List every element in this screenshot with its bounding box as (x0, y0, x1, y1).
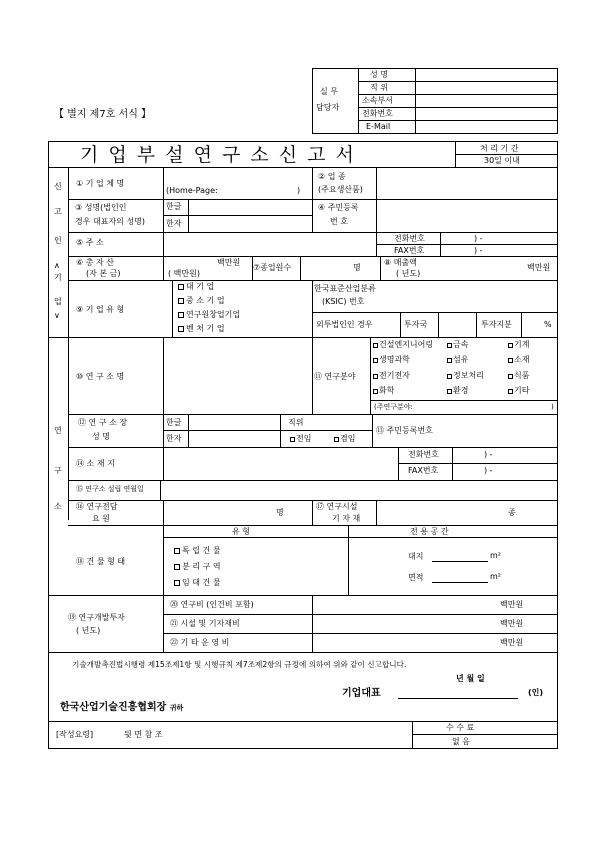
land-input-line[interactable] (432, 561, 488, 562)
building-type-label: ⑱ 건 물 형 태 (76, 557, 126, 566)
business-type-label: ② 업 종 (318, 172, 346, 181)
phone-label: 전화번호 (394, 234, 425, 243)
equipment-label-1: ⑰ 연구시설 (316, 502, 358, 511)
checkbox-icon (174, 580, 180, 586)
field-checkbox[interactable] (447, 356, 468, 364)
investment-other-unit: 백만원 (500, 638, 524, 647)
checkbox-icon (508, 374, 513, 379)
declaration-text: 기술개발촉진법시행령 제15조제1항 및 시행규칙 제7조제2항의 규정에 의하여 위와 같이 신고합니다. (72, 660, 407, 669)
head-position-label: 직위 (288, 418, 304, 427)
land-label: 대지 (408, 552, 424, 561)
capital-paren: ( 백만원) (168, 269, 200, 278)
equipment-label-2: 기 자 재 (332, 514, 361, 523)
field-checkbox[interactable] (447, 341, 468, 349)
type-large-checkbox[interactable] (178, 283, 214, 291)
capital-label-2: (자 본 금) (86, 269, 121, 278)
percent-label: % (544, 320, 552, 329)
rep-sign-label: 기업대표 (342, 688, 381, 699)
checkbox-icon (373, 343, 378, 348)
employees-label: ⑦종업원수 (253, 263, 292, 272)
building-space-header: 전 용 공 간 (410, 527, 449, 536)
field-checkbox[interactable] (508, 387, 529, 395)
building-option-label: 독 립 건 물 (182, 546, 221, 555)
head-hanja-label: 한자 (166, 434, 182, 443)
type-large-label: 대 기 업 (186, 282, 215, 291)
recipient-name: 한국산업기술진흥협회장 (60, 702, 167, 713)
checkbox-icon (373, 389, 378, 394)
part-time-checkbox[interactable] (334, 435, 355, 443)
lab-phone-value: ) - (484, 450, 493, 459)
investment-research-label: ⑳ 연구비 (인건비 포함) (170, 600, 254, 609)
side-char: 신 (54, 182, 62, 191)
lab-name-label: ⑩ 연 구 소 명 (76, 372, 125, 381)
side-char: 업 (54, 297, 62, 306)
lab-phone-label: 전화번호 (408, 450, 439, 459)
investment-ratio-label: 투자지분 (481, 320, 512, 329)
field-label: 전기전자 (379, 371, 410, 380)
fee-value: 없 음 (452, 737, 470, 746)
side-char: 고 (54, 207, 62, 216)
lab-head-label-1: ⑫ 연 구 소 장 (78, 418, 128, 427)
rep-korean-label: 한글 (166, 202, 182, 211)
form-title: 기 업 부 설 연 구 소 신 고 서 (80, 144, 356, 166)
building-option-label: 임 대 건 물 (182, 578, 221, 587)
field-checkbox[interactable] (447, 387, 468, 395)
checkbox-icon (178, 312, 184, 318)
main-field-note: (주연구분야: (374, 403, 413, 411)
researchers-unit: 명 (276, 508, 284, 517)
capital-label-1: ⑥ 총 자 산 (76, 258, 114, 267)
address-label: ⑤ 주 소 (76, 238, 104, 247)
investment-research-unit: 백만원 (500, 600, 524, 609)
field-label: 건설엔지니어링 (379, 340, 434, 349)
side-char: 인 (54, 236, 62, 245)
sales-label-2: ( 년도) (396, 269, 421, 278)
processing-period-label: 처 리 기 간 (480, 144, 519, 153)
see-back-label: 뒷 면 참 조 (124, 730, 163, 739)
capital-unit: 백만원 (217, 258, 241, 267)
checkbox-icon (508, 343, 513, 348)
staff-name-label: 성 명 (370, 70, 388, 79)
investment-facility-label: ㉑ 시설 및 기자재비 (170, 619, 240, 628)
researchers-label-1: ⑯ 연구전담 (76, 502, 118, 511)
fax-value: ) - (474, 246, 483, 255)
sales-unit: 백만원 (527, 263, 551, 272)
rep-label-2: 경우 대표자의 성명) (75, 217, 146, 226)
area-unit: m² (490, 572, 501, 581)
area-input-line[interactable] (432, 582, 488, 583)
processing-period-value: 30일 이내 (484, 156, 520, 165)
checkbox-icon (290, 437, 295, 442)
checkbox-icon (373, 374, 378, 379)
field-label: 기계 (514, 340, 530, 349)
full-time-checkbox[interactable] (290, 435, 311, 443)
full-time-label: 전임 (296, 434, 312, 443)
sales-label-1: ⑧ 매출액 (384, 258, 417, 267)
staff-phone-label: 전화번호 (362, 109, 393, 118)
lab-side-char: 소 (54, 502, 62, 511)
checkbox-icon (178, 298, 184, 304)
field-checkbox[interactable] (373, 341, 433, 349)
checkbox-icon (447, 374, 452, 379)
field-label: 소재 (514, 355, 530, 364)
seal-label: (인) (528, 688, 544, 697)
staff-position-label: 직 위 (370, 83, 388, 92)
staff-dept-label: 소속부서 (362, 96, 393, 105)
ksic-label-1: 한국표준산업분류 (314, 284, 376, 293)
ksic-label-2: (KSIC) 번호 (322, 297, 365, 306)
field-label: 환경 (453, 386, 469, 395)
checkbox-icon (447, 389, 452, 394)
field-checkbox[interactable] (508, 372, 529, 380)
field-checkbox[interactable] (373, 387, 394, 395)
staff-email-label: E-Mail (366, 122, 391, 131)
checkbox-icon (334, 437, 339, 442)
investor-country-label: 투자국 (404, 320, 428, 329)
recipient (60, 703, 183, 713)
type-venture-checkbox[interactable] (178, 325, 225, 333)
checkbox-icon (174, 548, 180, 554)
date-line: 년 월 일 (456, 674, 485, 683)
lab-side-char: 구 (54, 466, 62, 475)
research-field-label: ⑪ 연구분야 (314, 372, 356, 381)
field-checkbox[interactable] (508, 356, 529, 364)
field-checkbox[interactable] (373, 356, 410, 364)
part-time-label: 겸임 (340, 434, 356, 443)
building-option-label: 분 리 구 역 (182, 562, 221, 571)
staff-label-2: 담당자 (316, 103, 340, 112)
side-char: 기 (54, 273, 62, 282)
location-label: ⑭ 소 재 지 (76, 459, 115, 468)
head-korean-label: 한글 (166, 418, 182, 427)
lab-fax-value: ) - (484, 466, 493, 475)
rrn-label-1: ④ 주민등록 (318, 203, 359, 212)
writing-guide-label: [작성요령] (56, 730, 94, 739)
checkbox-icon (178, 284, 184, 290)
field-label: 정보처리 (453, 371, 484, 380)
checkbox-icon (174, 564, 180, 570)
field-checkbox[interactable] (373, 372, 410, 380)
researchers-label-2: 요 원 (92, 514, 110, 523)
land-unit: m² (490, 551, 501, 560)
field-label: 기타 (514, 386, 530, 395)
leased-building-checkbox[interactable] (174, 579, 221, 587)
investment-label-2: ( 년도) (76, 626, 101, 635)
checkbox-icon (508, 358, 513, 363)
type-sme-checkbox[interactable] (178, 297, 225, 305)
field-label: 금속 (453, 340, 469, 349)
homepage-label: (Home-Page: (166, 186, 218, 195)
business-type-sub: (주요생산품) (318, 185, 363, 194)
separate-area-checkbox[interactable] (174, 563, 221, 571)
type-sme-label: 중 소 기 업 (186, 296, 225, 305)
side-char: ∧ (54, 261, 60, 270)
rrn-label-2: 번 호 (330, 217, 348, 226)
head-rrn-label: ⑬ 주민등록번호 (376, 426, 433, 435)
attachment-label: 【 별지 제7호 서식 】 (54, 109, 152, 120)
investment-label-1: ⑲ 연구개발투자 (68, 613, 125, 622)
foreign-label: 외투법인인 경우 (316, 320, 373, 329)
founding-date-label: ⑮ 연구소 설립 연월일 (76, 485, 144, 493)
building-type-header: 유 형 (232, 527, 250, 536)
staff-box (312, 68, 558, 134)
fax-label: FAX번호 (394, 246, 425, 255)
rep-sign-line[interactable] (398, 698, 518, 699)
homepage-close: ) (297, 186, 301, 195)
company-name-label: ① 기 업 체 명 (76, 179, 125, 188)
type-startup-label: 연구원창업기업 (186, 310, 241, 319)
lab-side-char: 연 (54, 426, 62, 435)
field-label: 섬유 (453, 355, 469, 364)
fee-label: 수 수 료 (446, 723, 475, 732)
checkbox-icon (447, 358, 452, 363)
field-label: 식품 (514, 371, 530, 380)
checkbox-icon (373, 358, 378, 363)
field-checkbox[interactable] (447, 372, 484, 380)
side-char: ∨ (54, 311, 60, 320)
field-label: 생명과학 (379, 355, 410, 364)
type-startup-checkbox[interactable] (178, 311, 240, 319)
area-label: 면적 (408, 573, 424, 582)
lab-fax-label: FAX번호 (408, 466, 439, 475)
checkbox-icon (447, 343, 452, 348)
rep-label-1: ③ 성명(법인인 (75, 203, 127, 212)
type-venture-label: 벤 처 기 업 (186, 324, 225, 333)
staff-label-1: 실 무 (320, 87, 338, 96)
rep-hanja-label: 한자 (166, 219, 182, 228)
field-label: 화학 (379, 386, 395, 395)
field-checkbox[interactable] (508, 341, 529, 349)
main-field-note-close: ) (551, 403, 554, 411)
company-type-label: ⑨ 기 업 유 형 (76, 305, 125, 314)
employees-unit: 명 (353, 263, 361, 272)
checkbox-icon (178, 326, 184, 332)
recipient-suffix: 귀하 (169, 704, 184, 712)
lab-head-label-2: 성 명 (92, 432, 110, 441)
investment-facility-unit: 백만원 (500, 619, 524, 628)
checkbox-icon (508, 389, 513, 394)
equipment-unit: 종 (508, 508, 516, 517)
investment-other-label: ㉒ 기 타 운 영 비 (170, 638, 230, 647)
independent-building-checkbox[interactable] (174, 547, 221, 555)
phone-value: ) - (474, 234, 483, 243)
